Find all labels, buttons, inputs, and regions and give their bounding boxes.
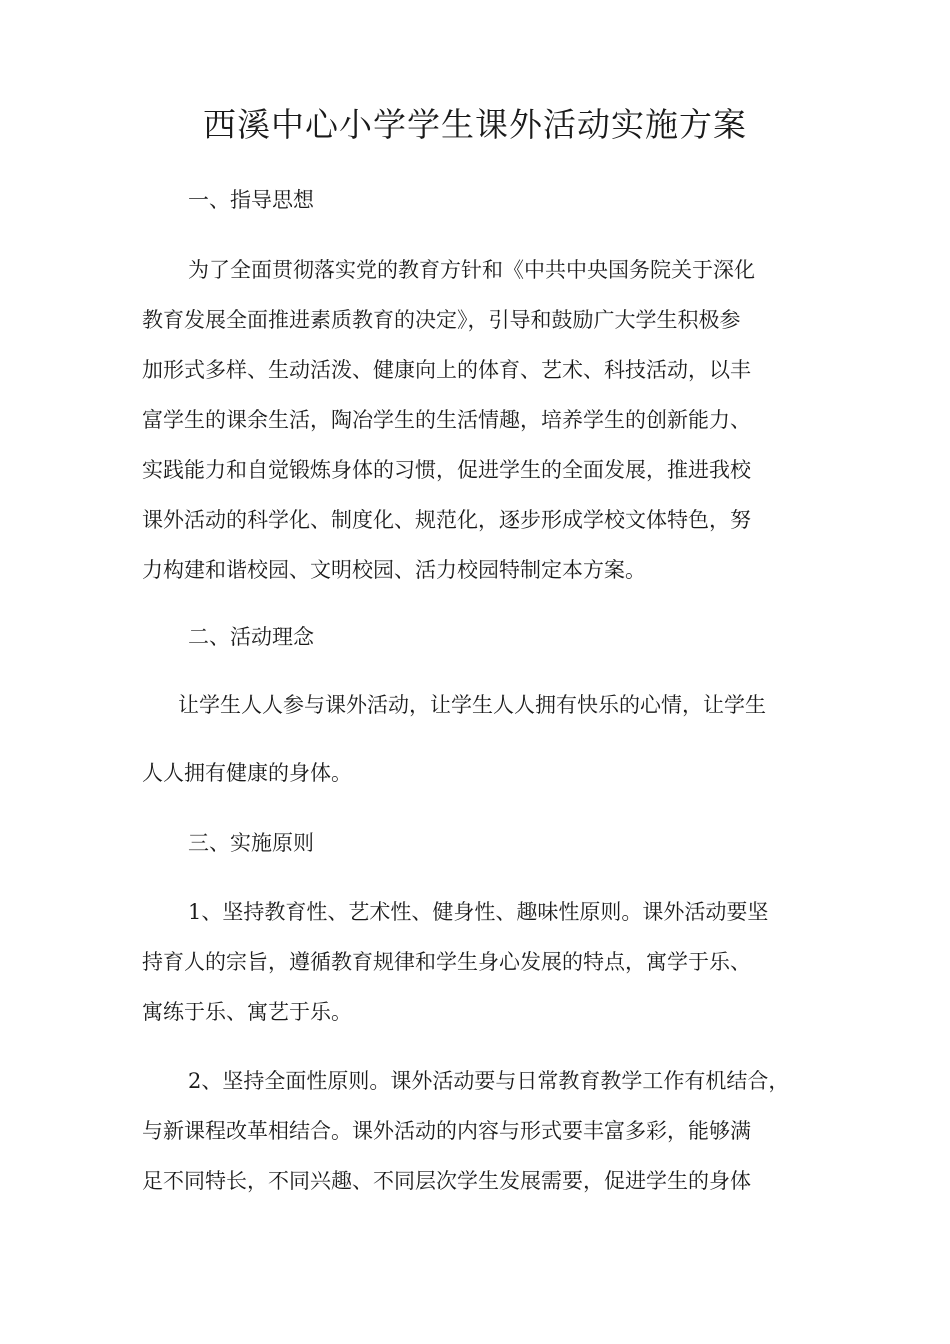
paragraph-line: 教育发展全面推进素质教育的决定》，引导和鼓励广大学生积极参 bbox=[142, 308, 741, 332]
paragraph-principle-1 bbox=[142, 887, 822, 1037]
paragraph-line: 富学生的课余生活，陶冶学生的生活情趣，培养学生的创新能力、 bbox=[142, 408, 751, 432]
paragraph-line: 实践能力和自觉锻炼身体的习惯，促进学生的全面发展，推进我校 bbox=[142, 458, 751, 482]
paragraph-line: 人人拥有健康的身体。 bbox=[142, 761, 352, 785]
section-heading-guiding-ideology: 一、指导思想 bbox=[188, 188, 314, 212]
paragraph-activity-concept bbox=[142, 680, 822, 798]
paragraph-line: 足不同特长，不同兴趣、不同层次学生发展需要，促进学生的身体 bbox=[142, 1169, 751, 1193]
section-heading-activity-concept: 二、活动理念 bbox=[188, 625, 314, 649]
paragraph-line: 力构建和谐校园、文明校园、活力校园特制定本方案。 bbox=[142, 558, 646, 582]
paragraph-line: 持育人的宗旨，遵循教育规律和学生身心发展的特点，寓学于乐、 bbox=[142, 950, 751, 974]
paragraph-line: 加形式多样、生动活泼、健康向上的体育、艺术、科技活动，以丰 bbox=[142, 358, 751, 382]
section-heading-implementation-principles: 三、实施原则 bbox=[188, 831, 314, 855]
document-title: 西溪中心小学学生课外活动实施方案 bbox=[203, 105, 747, 144]
paragraph-principle-2 bbox=[142, 1056, 822, 1206]
paragraph-line: 与新课程改革相结合。课外活动的内容与形式要丰富多彩，能够满 bbox=[142, 1119, 751, 1143]
paragraph-line: 1、坚持教育性、艺术性、健身性、趣味性原则。课外活动要坚 bbox=[188, 900, 769, 924]
paragraph-line: 寓练于乐、寓艺于乐。 bbox=[142, 1000, 352, 1024]
paragraph-line: 课外活动的科学化、制度化、规范化，逐步形成学校文体特色，努 bbox=[142, 508, 751, 532]
paragraph-line: 让学生人人参与课外活动，让学生人人拥有快乐的心情，让学生 bbox=[178, 693, 766, 717]
paragraph-guiding-ideology bbox=[142, 245, 822, 595]
paragraph-line: 2、坚持全面性原则。课外活动要与日常教育教学工作有机结合， bbox=[188, 1069, 790, 1093]
paragraph-line: 为了全面贯彻落实党的教育方针和《中共中央国务院关于深化 bbox=[188, 258, 755, 282]
